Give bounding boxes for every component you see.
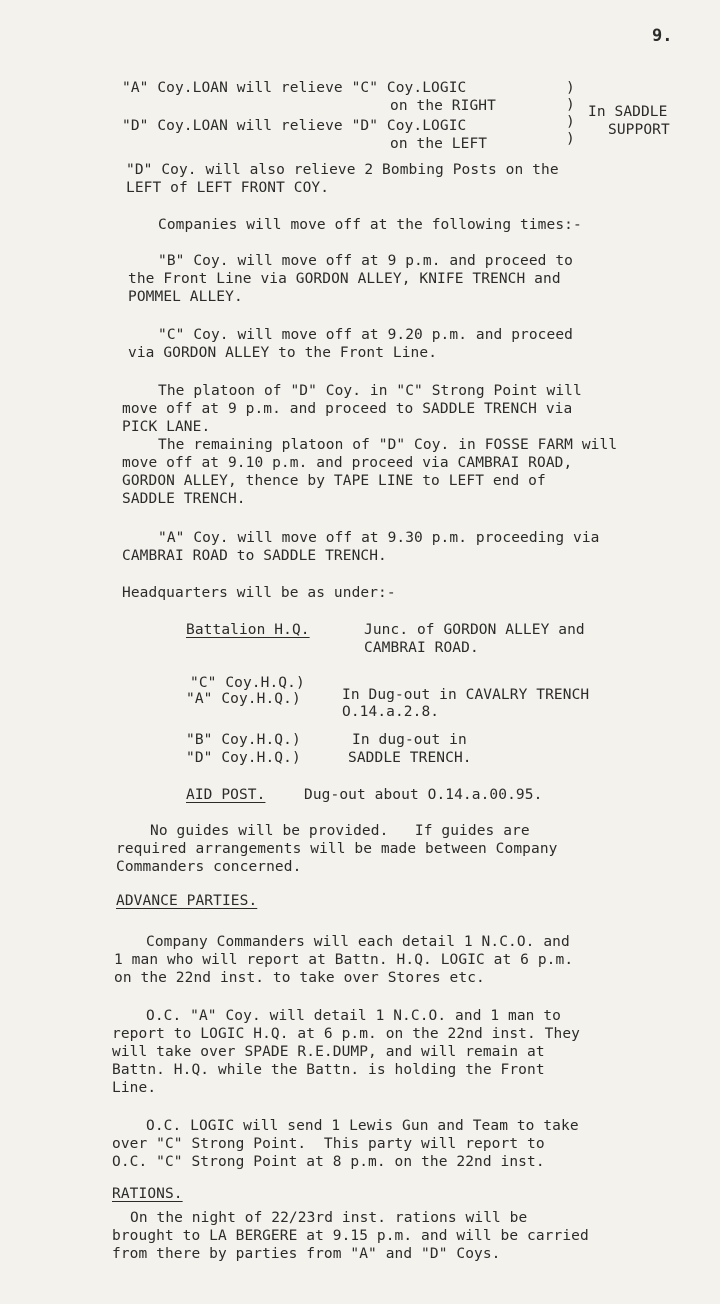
c-coy-line-2: via GORDON ALLEY to the Front Line. — [128, 345, 438, 361]
d-coy2-line-1: The remaining platoon of "D" Coy. in FOSSE FARM will — [158, 437, 618, 453]
relief-side-2: SUPPORT — [608, 122, 670, 138]
rations-heading: RATIONS. — [112, 1186, 183, 1202]
b-coy-line-2: the Front Line via GORDON ALLEY, KNIFE TRENCH and — [128, 271, 561, 287]
a-coy-line-2: CAMBRAI ROAD to SADDLE TRENCH. — [122, 548, 387, 564]
rations-line-3: from there by parties from "A" and "D" Coys. — [112, 1246, 501, 1262]
relief-line-5: "D" Coy. will also relieve 2 Bombing Posts on the — [126, 162, 559, 178]
advance1-line-1: Company Commanders will each detail 1 N.C.O. and — [146, 934, 570, 950]
b-coy-line-1: "B" Coy. will move off at 9 p.m. and proceed to — [158, 253, 573, 269]
d-coy2-line-2: move off at 9.10 p.m. and proceed via CAMBRAI ROAD, — [122, 455, 573, 471]
battalion-hq-label: Battalion H.Q. — [186, 622, 310, 638]
advance3-line-3: O.C. "C" Strong Point at 8 p.m. on the 22nd inst. — [112, 1154, 545, 1170]
aid-post-label: AID POST. — [186, 787, 266, 803]
d-coy-line-2: move off at 9 p.m. and proceed to SADDLE TRENCH via — [122, 401, 573, 417]
advance1-line-3: on the 22nd inst. to take over Stores etc. — [114, 970, 485, 986]
d-coy-line-1: The platoon of "D" Coy. in "C" Strong Point will — [158, 383, 582, 399]
a-coy-hq: "A" Coy.H.Q.) — [186, 691, 301, 707]
d-coy2-line-3: GORDON ALLEY, thence by TAPE LINE to LEFT end of — [122, 473, 546, 489]
guides-line-2: required arrangements will be made between Company — [116, 841, 558, 857]
a-coy-line-1: "A" Coy. will move off at 9.30 p.m. proceeding via — [158, 530, 600, 546]
aid-post-loc: Dug-out about O.14.a.00.95. — [304, 787, 543, 803]
bd-hq-loc-2: SADDLE TRENCH. — [348, 750, 472, 766]
advance2-line-4: Battn. H.Q. while the Battn. is holding the Front — [112, 1062, 545, 1078]
rations-line-1: On the night of 22/23rd inst. rations will be — [130, 1210, 528, 1226]
relief-line-6: LEFT of LEFT FRONT COY. — [126, 180, 330, 196]
advance-parties-heading: ADVANCE PARTIES. — [116, 893, 258, 909]
c-coy-hq: "C" Coy.H.Q.) — [190, 675, 305, 691]
ca-hq-loc-1: In Dug-out in CAVALRY TRENCH — [342, 687, 590, 703]
relief-brace: ) ) ) ) — [566, 80, 575, 147]
bd-hq-loc-1: In dug-out in — [352, 732, 467, 748]
relief-side-1: In SADDLE — [588, 104, 668, 120]
guides-line-1: No guides will be provided. If guides are — [150, 823, 530, 839]
relief-line-2: on the RIGHT — [390, 98, 496, 114]
guides-line-3: Commanders concerned. — [116, 859, 302, 875]
move-intro: Companies will move off at the following times:- — [158, 217, 582, 233]
d-coy-line-3: PICK LANE. — [122, 419, 211, 435]
advance1-line-2: 1 man who will report at Battn. H.Q. LOGIC at 6 p.m. — [114, 952, 574, 968]
advance2-line-1: O.C. "A" Coy. will detail 1 N.C.O. and 1 man to — [146, 1008, 561, 1024]
relief-line-1: "A" Coy.LOAN will relieve "C" Coy.LOGIC — [122, 80, 467, 96]
advance2-line-5: Line. — [112, 1080, 157, 1096]
c-coy-line-1: "C" Coy. will move off at 9.20 p.m. and proceed — [158, 327, 573, 343]
advance2-line-3: will take over SPADE R.E.DUMP, and will remain at — [112, 1044, 545, 1060]
relief-line-3: "D" Coy.LOAN will relieve "D" Coy.LOGIC — [122, 118, 467, 134]
advance2-line-2: report to LOGIC H.Q. at 6 p.m. on the 22nd inst. They — [112, 1026, 580, 1042]
b-coy-hq: "B" Coy.H.Q.) — [186, 732, 301, 748]
advance3-line-1: O.C. LOGIC will send 1 Lewis Gun and Team to take — [146, 1118, 579, 1134]
battalion-hq-loc-1: Junc. of GORDON ALLEY and — [364, 622, 585, 638]
ca-hq-loc-2: O.14.a.2.8. — [342, 704, 440, 720]
battalion-hq-loc-2: CAMBRAI ROAD. — [364, 640, 479, 656]
d-coy-hq: "D" Coy.H.Q.) — [186, 750, 301, 766]
d-coy2-line-4: SADDLE TRENCH. — [122, 491, 246, 507]
rations-line-2: brought to LA BERGERE at 9.15 p.m. and will be carried — [112, 1228, 589, 1244]
b-coy-line-3: POMMEL ALLEY. — [128, 289, 243, 305]
advance3-line-2: over "C" Strong Point. This party will report to — [112, 1136, 545, 1152]
hq-intro: Headquarters will be as under:- — [122, 585, 396, 601]
relief-line-4: on the LEFT — [390, 136, 488, 152]
page-number: 9. — [652, 26, 673, 46]
